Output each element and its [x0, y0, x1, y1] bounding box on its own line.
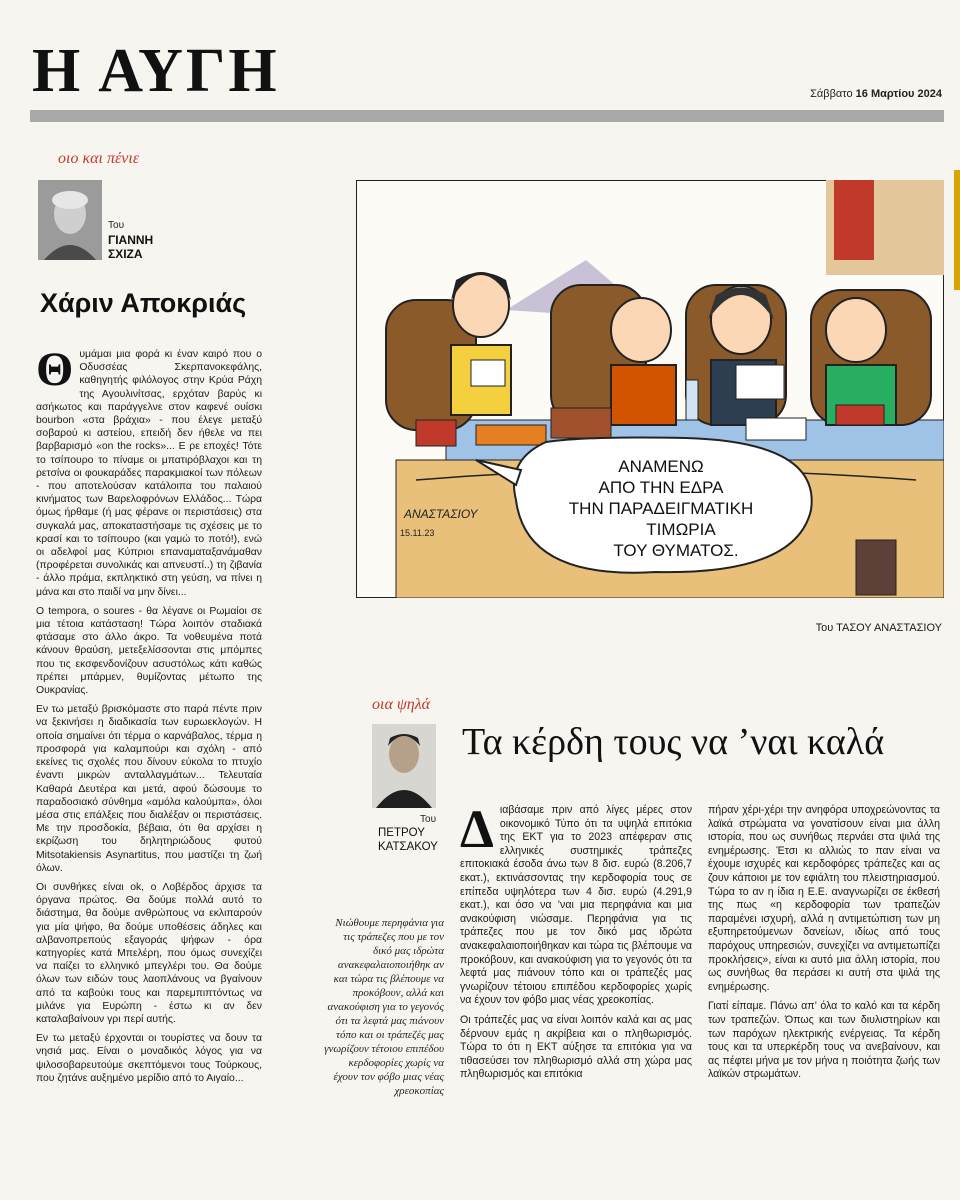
column2-headline: Τα κέρδη τους να ’ναι καλά	[462, 721, 885, 763]
column1-paragraph: Θυμάμαι μια φορά κι έναν καιρό που ο Οδυσσέας Σκερπανοκεφάλης, καθηγητής φιλόλογος στην Κρύα Ράχη της Αγουλινίτσας, ερχόταν βαρύς κι ασήκωτος και παράγγελνε στον καφενέ ουίσκι bourbon «στα βράχια» - που έλεγε μεταξύ σοβαρού κι αστείου, επειδή δεν ήθελε να πει βαρβαρισμό «on the rocks»... Ε ρε εποχές! Τότε το τσίπουρο το πίναμε οι μπατιρόβλαχοι και τη ρετσίνα οι φουκαράδες παρακμιακοί των πόλεων - που αποτελούσαν κατάλοιπα του παλαιού κινήματος των Βαρελοφρόνων Ελλάδος... Τώρα όμως ήρθαμε (ή μας φέρανε οι περιστάσεις) στα συγκαλά μας, αποκαταστήσαμε τις σχέσεις με το κρασί και το τσίπουρο (και γαμώ το ποτό!), ενώ οι αδελφοί μας Κύπριοι επαναματαξανάμαθαν (προφέρεται συνολικάς και απνευστί..) τη ζιβανία - άλλο πράμα, εκπληκτικό στη γεύση, να πίνει η μάνα και στο παιδί να μην δίνει...	[36, 348, 262, 598]
date-day: 16 Μαρτίου 2024	[855, 88, 942, 100]
cartoon-signature: ΑΝΑΣΤΑΣΙΟΥ	[404, 507, 478, 521]
cartoon-credit-name: ΤΑΣΟΥ ΑΝΑΣΤΑΣΙΟΥ	[836, 622, 942, 634]
column2-dropcap: Δ	[460, 804, 494, 859]
column2-paragraph: πήραν χέρι-χέρι την ανηφόρα υποχρεώνοντας τα λαϊκά στρώματα να γονατίσουν είναι μια άλλη ιστορία, που ως συνήθως περνάει στα ψιλά της ενημέρωσης. Έτσι κι αλλιώς το παν είναι να έχουμε ισχυρές και κερδοφόρες τράπεζες και ας ζουν κάποιοι με τον εφιάλτη του πλειστηριασμού. Τώρα το αν η ίδια η Ε.Ε. αναγνωρίζει σε έκθεσή της πως «η κερδοφορία των τραπεζών παραμένει ισχυρή, αλλά η αντιμετώπιση των μη εξυπηρετούμενων δανείων, ιδίως από τους παρόχους υπηρεσιών, συνεχίζει να αντιμετωπίζει προκλήσεις», είναι κι αυτό μια άλλη ιστορία, που ως συνήθως θα περάσει κι αυτή στα ψιλά της ενημέρωσης.	[708, 804, 940, 993]
pull-quote: Νιώθουμε περηφάνια για τις τράπεζες που με τον δικό μας ιδρώτα ανακεφαλαιοποιήθηκ αν και τώρα τις βλέπουμε να προκόβουν, αλλά και ανακούφιση για το γεγονός ότι τα λεφτά μας πιάνουν τόπο και οι τράπεζές μας γνωρίζουν τέτοιου επιπέδου κερδοφορίες χωρίς να έχουν τον φόβο μιας νέας χρεοκοπίας	[324, 917, 444, 1097]
masthead: Η ΑΥΓΗ	[32, 37, 280, 105]
date-weekday: Σάββατο	[810, 88, 856, 100]
column2-body-left	[460, 804, 692, 1176]
issue-date	[810, 88, 942, 100]
speech-line-5: ΤΟΥ ΘΥΜΑΤΟΣ.	[613, 541, 739, 560]
editorial-cartoon	[356, 180, 944, 598]
column1-author-last: ΣΧΙΖΑ	[108, 247, 143, 261]
speech-line-1: ΑΝΑΜΕΝΩ	[618, 457, 704, 476]
column2-paragraph: Οι τράπεζές μας να είναι λοιπόν καλά και ας μας δέρνουν εμάς η ακρίβεια και ο πληθωρισμός. Τώρα το ότι η ΕΚΤ αύξησε τα επιτόκια για να τιθασεύσει τον πληθωρισμό αλλά στη χώρα μας πληθωρισμός και επιτόκια	[460, 1013, 692, 1081]
column2-paragraph: Διαβάσαμε πριν από λίγες μέρες στον οικονομικό Τύπο ότι τα υψηλά επιτόκια της ΕΚΤ για το 2023 απέφεραν στις ελληνικές συστημικές τράπεζες επιτοκιακά έσοδα άνω των 8 δισ. ευρώ (8.206,7 εκατ.), εκτινάσσοντας την κερδοφορία τους σε επίπεδα υψηλότερα των 4 δισ. ευρώ (4.291,9 εκατ.), και όσο να ’ναι μια περηφάνια και μια ανακούφιση νιώσαμε. Περηφάνια για τις τράπεζες που με τον δικό μας ιδρώτα ανακεφαλαιοποιήθηκαν και τώρα τις βλέπουμε να προκόβουν, και ανακούφιση για το γεγονός ότι τα λεφτά μας πιάνουν τόπο και οι τράπεζές μας γνωρίζουν τέτοιου επιπέδου κερδοφορίες χωρίς να έχουν τον φόβο μιας νέας χρεοκοπίας.	[460, 804, 692, 1007]
column2-body-right	[708, 804, 940, 1176]
column1-paragraph: Οι συνθήκες είναι ok, ο Λοβέρδος άρχισε τα όργανα πρώτος. Θα δούμε πολλά αυτό το διάστημα, θα δούμε ανθρώπους να εκλιπαρούν για μία ψήφο, θα δούμε υποθέσεις άδηλες και αλβανοπρεπούς εξαγοράς ψήφων - όρα κατηγορίες κατά Μπελέρη, που όμως συνεχίζει να παίζει το ελληνικό μπεγλέρι του. Θα δούμε όλων των ειδών τους λαοπλάνους να βγαίνουν από τα καβούκι τους και παρεμπιπτόντως να μιλάνε για Ευρώπη - έστω κι αν δεν καταλαβαίνουν γρι περί αυτής.	[36, 881, 262, 1025]
author-photo-katsakou	[372, 724, 436, 808]
column2-author-first: ΠΕΤΡΟΥ	[378, 827, 425, 839]
column2-byline-prefix: Του	[420, 814, 437, 825]
column1-headline: Χάριν Αποκριάς	[40, 288, 247, 318]
column1-dropcap: Θ	[36, 348, 74, 396]
column1-paragraph: Ο tempora, o soures - θα λέγανε οι Ρωμαίοι σε μια τέτοια κατάσταση! Τώρα λοιπόν σταδιακά φτάσαμε στο άλλο άκρο. Τα νοθευμένα ποτά κάνουν θραύση, μετεξελίσσονται στις μπόμπες που τις εκσφενδονίζουν ασυστόλως κάτι καθώς πρέπει μπάρμεν, θυμίζοντας μέτωπο της Ουκρανίας.	[36, 605, 262, 697]
column1-paragraph: Εν τω μεταξύ έρχονται οι τουρίστες να δουν τα νησιά μας. Είναι ο μοναδικός λόγος για να ψιλοσοβαρευτούμε σκεπτόμενοι τους Τούρκους, που ζητάνε αυξημένο μερίδιο από το Αιγαίο...	[36, 1033, 262, 1084]
cartoon-signature-date: 15.11.23	[400, 528, 435, 538]
cartoon-drawing	[356, 180, 944, 598]
speech-line-3: ΤΗΝ ΠΑΡΑΔΕΙΓΜΑΤΙΚΗ	[568, 499, 754, 518]
column1-author	[108, 233, 153, 261]
page-edge-mark	[954, 170, 960, 290]
column2-author	[378, 826, 438, 854]
column1-body	[36, 348, 262, 1186]
header-rule	[30, 110, 944, 122]
speech-line-2: ΑΠΟ ΤΗΝ ΕΔΡΑ	[598, 478, 724, 497]
speech-line-4: ΤΙΜΩΡΙΑ	[646, 520, 716, 539]
cartoon-credit	[816, 622, 942, 634]
column2-paragraph: Γιατί είπαμε. Πάνω απ’ όλα το καλό και τα κέρδη των τραπεζών. Όπως και των διυλιστηρίων και των παρόχων ηλεκτρικής ενέργειας. Τα κέρδη τους και τα υπερκέρδη τους να ανεβαίνουν, και ας πέφτει μήνα με τον μήνα η ποιότητα ζωής των λαϊκών στρωμάτων.	[708, 1000, 940, 1081]
column1-paragraph: Εν τω μεταξύ βρισκόμαστε στο παρά πέντε πριν να ξεκινήσει η διαδικασία των ευρωεκλογών. Η οποία σημαίνει ότι τέρμα ο καρνάβαλος, τέρμα η προσφορά για καλαμπούρι και σχόλη - από εκείνες τις σχολές που δίνουν εύκολα το πτυχίο έναντι μικρών ανταλλαγμάτων... Τελευταία Καθαρά Δευτέρα και μετά, αφού δώσουμε το παραδοσιακό σύνθημα «αμόλα καλούμπα», όλοι μέσα στις επάλξεις που διαλέξαν οι περιστάσεις. Με την προσδοκία, βέβαια, ότι θα αρχίσει η εκρίζωση του δηλητηριώδους φυτού Mitsotakiensis Asynartitus, που μαστίζει τη ζωή όλων.	[36, 704, 262, 874]
cartoon-credit-by: Του	[815, 622, 834, 634]
column2-author-last: ΚΑΤΣΑΚΟΥ	[378, 841, 438, 853]
column1-byline-prefix: Του	[108, 220, 125, 231]
column1-author-first: ΓΙΑΝΝΗ	[108, 233, 154, 247]
column2-section-tag: οια ψηλά	[372, 696, 431, 713]
column1-section-tag: οιο και πένιε	[58, 150, 140, 167]
author-photo-schiza	[38, 180, 102, 260]
